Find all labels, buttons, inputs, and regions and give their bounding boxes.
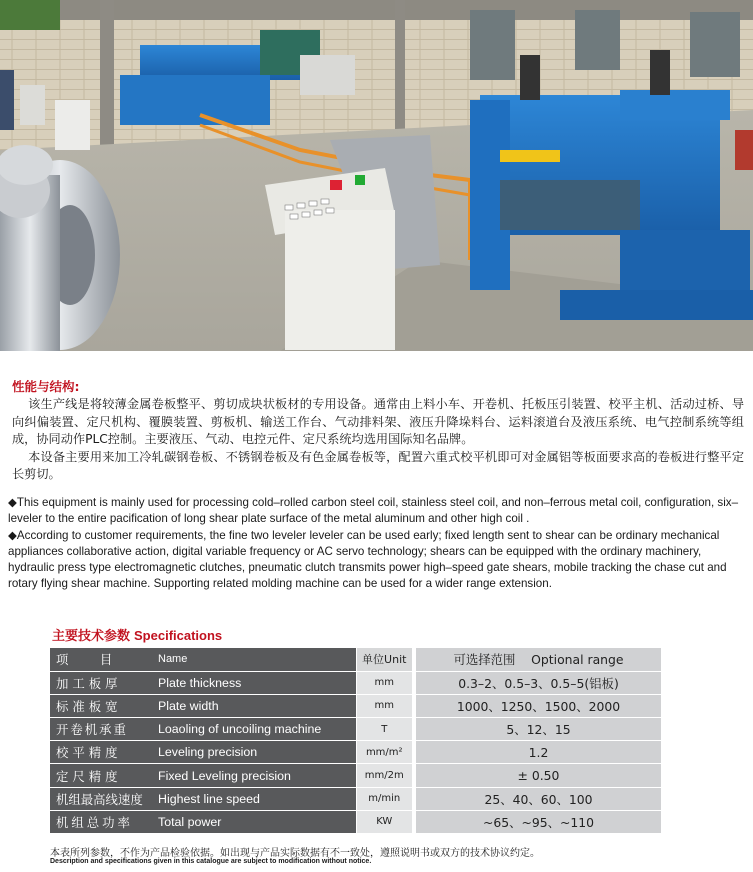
disclaimer-en: Description and specifications given in this catalogue are subject to modification without notice. [50,858,372,865]
description-cn-paragraph-1: 该生产线是将较薄金属卷板整平、剪切成块状板材的专用设备。通常由上料小车、开卷机、托板压引装置、校平主机、活动过桥、导向纠偏装置、定尺机构、覆膜装置、剪板机、输送工作台、气动排料架、液压升降垛料台、运料滚道台及液压系统、电气控制系统等组成，协同动作PLC控制。主要液压、气动、电控元件、定尺系统均选用国际知名品牌。 [12,397,745,447]
production-line-illustration [0,0,753,351]
specifications-title-cn: 主要技术参数 [52,629,131,644]
row-unit: mm/2m [356,764,414,787]
row-value: ± 0.50 [414,764,661,787]
row-name-cn: 开卷机承重 [56,722,128,738]
row-name-en: Highest line speed [158,791,260,806]
row-value: 1.2 [414,741,661,764]
row-unit: mm [356,694,414,717]
row-value: 0.3–2、0.5–3、0.5–5(铝板) [414,671,661,694]
table-row [50,671,661,694]
header-name-cn: 项 目 [56,652,113,668]
header-name-cell [50,648,356,671]
row-unit: KW [356,810,414,833]
table-row [50,810,661,833]
table-row [50,694,661,717]
header-unit: 单位Unit [356,648,414,671]
row-value: 25、40、60、100 [414,787,661,810]
specifications-title-en: Specifications [134,628,223,643]
description-chinese [12,396,744,484]
table-row [50,718,661,741]
row-unit: m/min [356,787,414,810]
row-name-cn: 标准板宽 [56,698,122,714]
row-name-en: Total power [158,814,222,829]
section-title-performance: 性能与结构: [12,379,80,394]
specifications-table [50,648,661,834]
description-english [8,495,746,591]
row-name-cn: 机组最高线速度 [56,791,143,807]
specifications-title [52,625,222,644]
row-unit: mm/m² [356,741,414,764]
header-name-en: Name [158,653,188,666]
table-row [50,741,661,764]
product-photo [0,0,753,351]
row-name-en: Leveling precision [158,745,258,760]
row-name-en: Plate width [158,698,219,713]
row-name-en: Loaoling of uncoiling machine [158,722,322,737]
row-value: 5、12、15 [414,718,661,741]
row-unit: mm [356,671,414,694]
disclaimer-cn: 本表所列参数，不作为产品检验依据。如出现与产品实际数据有不一致处，遵照说明书或双方的技术协议约定。 [50,848,540,859]
row-name-cn: 校平精度 [56,745,122,761]
table-row [50,764,661,787]
row-name-cn: 加工板厚 [56,675,122,691]
row-value: 1000、1250、1500、2000 [414,694,661,717]
header-value: 可选择范围 Optional range [414,648,661,671]
row-unit: T [356,718,414,741]
table-row [50,787,661,810]
description-cn-paragraph-2: 本设备主要用来加工冷轧碳钢卷板、不锈钢卷板及有色金属卷板等，配置六重式校平机即可对金属铝等板面要求高的卷板进行整平定长剪切。 [12,449,745,482]
row-name-en: Fixed Leveling precision [158,768,291,783]
description-en-paragraph-2: ◆According to customer requirements, the fine two leveler leveler can be used early; fixed length sent to shear can be ordinary mechanical appliances collaborative action, digital variable frequency or AC servo technology; shears can be equipped with the ordinary machinery, hydraulic press type electromagnetic clutches, pneumatic clutch transmits power high–speed gate shears, mobile tracking the chase cut and rotary flying shear machine. Supporting related molding machine can be used for a wider range extension. [8,529,727,590]
row-value: ~65、~95、~110 [414,810,661,833]
table-header-row [50,648,661,671]
row-name-cn: 定尺精度 [56,768,122,784]
row-name-en: Plate thickness [158,675,242,690]
description-en-paragraph-1: ◆This equipment is mainly used for processing cold–rolled carbon steel coil, stainless steel coil, and non–ferrous metal coil, configuration, six–leveler to the entire pacification of long shear plate surface of the metal aluminum and other high coil . [8,496,739,525]
row-name-cn: 机组总功率 [56,814,133,830]
